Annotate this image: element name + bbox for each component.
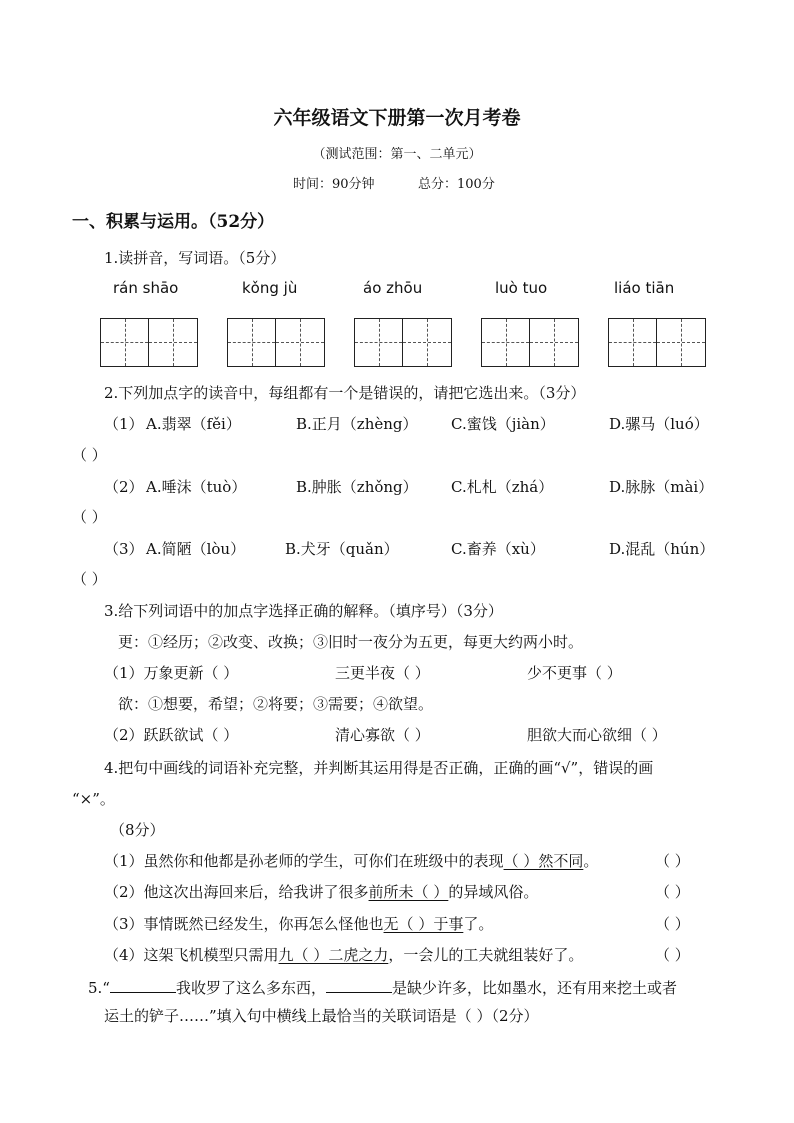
q1-pinyin-4: luò tuo	[495, 279, 548, 297]
q5-line-1: 5.“ 我收罗了这么多东西， 是缺少许多，比如墨水，还有用来挖土或者	[88, 979, 678, 997]
q2-option-a: A.唾沫（tuò）	[146, 478, 247, 496]
grid-cell[interactable]	[101, 319, 149, 366]
time-limit: 时间：90分钟	[293, 177, 375, 192]
writing-grid-4[interactable]	[481, 318, 579, 367]
q1-pinyin-5: liáo tiān	[614, 279, 675, 297]
fill-blank[interactable]: 前所未（ ）	[368, 883, 449, 901]
writing-grid-5[interactable]	[608, 318, 706, 367]
judge-blank[interactable]: （ ）	[655, 915, 690, 933]
section-heading: 一、积累与运用。（52分）	[72, 212, 275, 232]
q2-option-c: C.札札（zhá）	[451, 478, 554, 496]
judge-blank[interactable]: （ ）	[655, 852, 690, 870]
q2-row-number: （1）	[104, 415, 144, 433]
q3-item[interactable]: 少不更事（ ）	[527, 664, 622, 682]
q2-answer-blank[interactable]: （ ）	[72, 446, 107, 464]
q3-item[interactable]: 胆欲大而心欲细（ ）	[527, 726, 667, 744]
q2-row-number: （3）	[104, 540, 144, 558]
page-title: 六年级语文下册第一次月考卷	[273, 107, 521, 129]
writing-grid-3[interactable]	[354, 318, 452, 367]
q4-points: （8分）	[110, 821, 165, 839]
q1-pinyin-2: kǒng jù	[242, 279, 298, 297]
grid-cell[interactable]	[149, 319, 197, 366]
grid-cell[interactable]	[657, 319, 705, 366]
q2-option-b: B.犬牙（quǎn）	[285, 540, 399, 558]
q2-row-number: （2）	[104, 478, 144, 496]
q1-pinyin-1: rán shāo	[113, 279, 179, 297]
q4-prompt-cont: “×”。	[72, 790, 115, 808]
grid-cell[interactable]	[609, 319, 657, 366]
grid-cell[interactable]	[276, 319, 324, 366]
q1-prompt: 1.读拼音，写词语。（5分）	[104, 249, 286, 267]
q2-option-c: C.蜜饯（jiàn）	[451, 415, 555, 433]
fill-blank[interactable]: 九（ ）二虎之力	[278, 946, 389, 964]
q2-option-c: C.畜养（xù）	[451, 540, 545, 558]
writing-grid-1[interactable]	[100, 318, 198, 367]
grid-cell[interactable]	[228, 319, 276, 366]
q5-line-2: 运土的铲子……”填入句中横线上最恰当的关联词语是（ ）（2分）	[104, 1007, 539, 1025]
q3-definition-geng: 更：①经历；②改变、改换；③旧时一夜分为五更，每更大约两小时。	[118, 633, 584, 651]
q3-item[interactable]: 三更半夜（ ）	[335, 664, 430, 682]
fill-blank[interactable]: 无（ ）于事	[383, 915, 464, 933]
total-score: 总分：100分	[418, 177, 495, 192]
q4-prompt: 4.把句中画线的词语补充完整，并判断其运用得是否正确，正确的画“√”，错误的画	[104, 759, 654, 777]
q3-item[interactable]: 清心寡欲（ ）	[335, 726, 430, 744]
q2-option-a: A.简陋（lòu）	[146, 540, 246, 558]
q2-option-b: B.正月（zhèng）	[296, 415, 418, 433]
q2-option-b: B.肿胀（zhǒng）	[296, 478, 418, 496]
q2-answer-blank[interactable]: （ ）	[72, 570, 107, 588]
writing-grid-2[interactable]	[227, 318, 325, 367]
q4-item-3: （3）事情既然已经发生，你再怎么怪他也无（ ）于事了。	[104, 915, 494, 933]
fill-blank[interactable]: （ ）然不同	[503, 852, 584, 870]
q2-answer-blank[interactable]: （ ）	[72, 508, 107, 526]
q2-option-d: D.脉脉（mài）	[609, 478, 714, 496]
q3-item[interactable]: （1）万象更新（ ）	[104, 664, 239, 682]
grid-cell[interactable]	[403, 319, 451, 366]
q1-pinyin-3: áo zhōu	[363, 279, 423, 297]
judge-blank[interactable]: （ ）	[655, 883, 690, 901]
q4-item-1: （1）虽然你和他都是孙老师的学生，可你们在班级中的表现（ ）然不同。	[104, 852, 599, 870]
grid-cell[interactable]	[482, 319, 530, 366]
q4-item-2: （2）他这次出海回来后，给我讲了很多前所未（ ）的异域风俗。	[104, 883, 539, 901]
fill-line[interactable]	[326, 978, 392, 993]
q2-option-d: D.混乱（hún）	[609, 540, 715, 558]
q3-definition-yu: 欲：①想要，希望；②将要；③需要；④欲望。	[118, 695, 434, 713]
q3-prompt: 3.给下列词语中的加点字选择正确的解释。（填序号）（3分）	[104, 602, 503, 620]
grid-cell[interactable]	[530, 319, 578, 366]
fill-line[interactable]	[110, 978, 176, 993]
test-scope: （测试范围：第一、二单元）	[312, 147, 482, 162]
q3-item[interactable]: （2）跃跃欲试（ ）	[104, 726, 239, 744]
q2-prompt: 2.下列加点字的读音中，每组都有一个是错误的，请把它选出来。（3分）	[104, 384, 586, 402]
judge-blank[interactable]: （ ）	[655, 946, 690, 964]
q2-option-a: A.翡翠（fěi）	[146, 415, 241, 433]
grid-cell[interactable]	[355, 319, 403, 366]
q4-item-4: （4）这架飞机模型只需用九（ ）二虎之力，一会儿的工夫就组装好了。	[104, 946, 584, 964]
q2-option-d: D.骡马（luó）	[609, 415, 709, 433]
